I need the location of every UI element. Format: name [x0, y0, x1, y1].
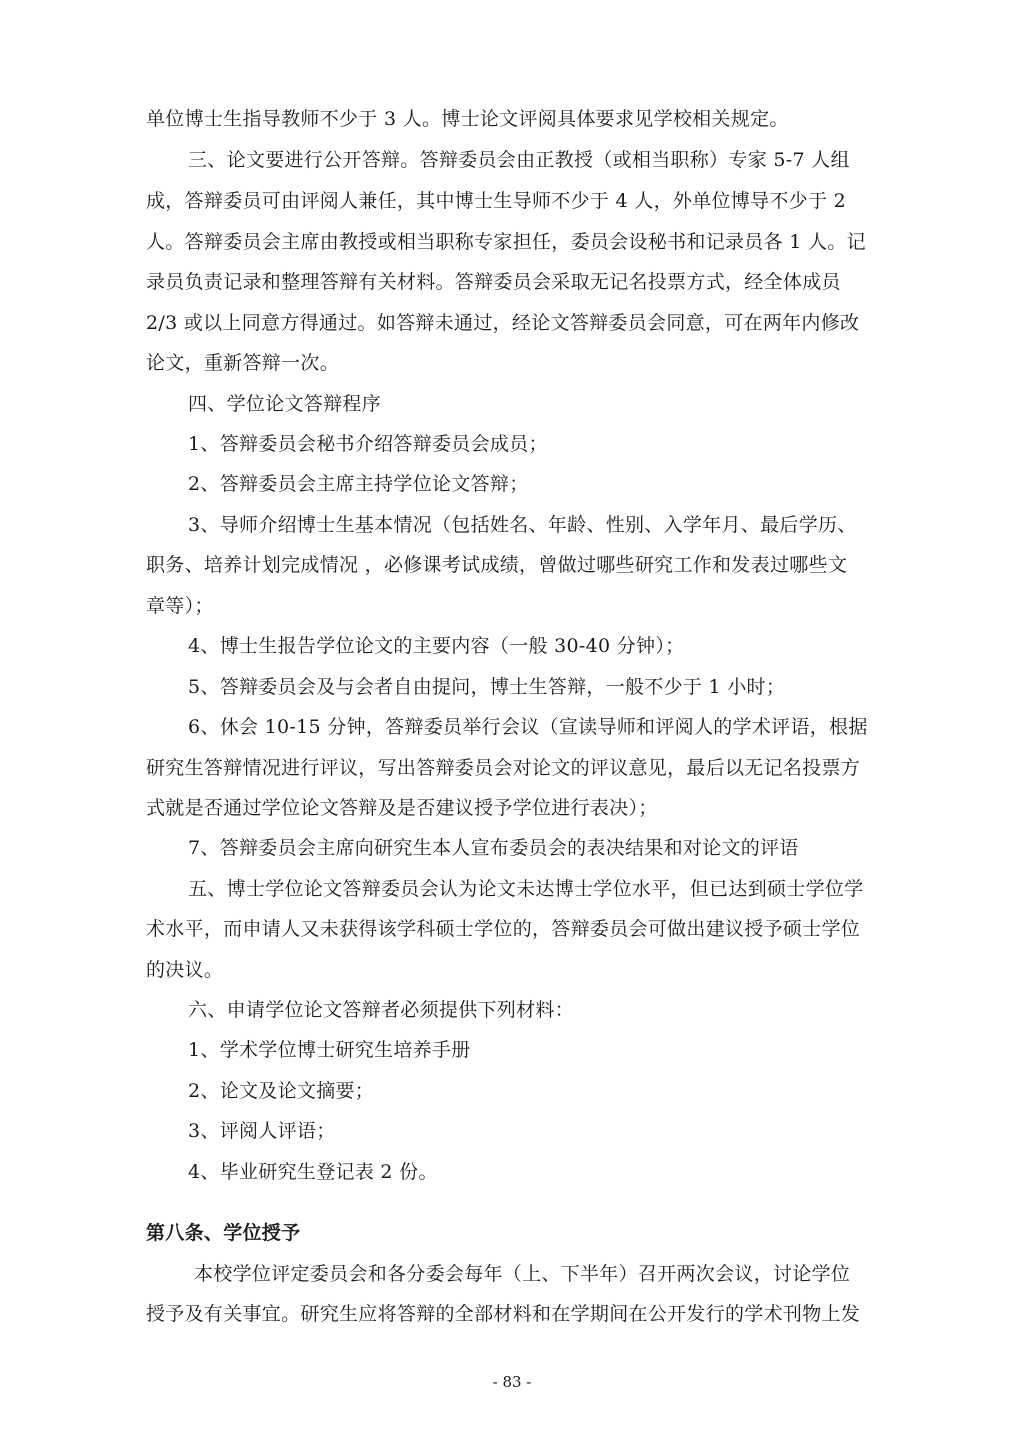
text-line: 7、答辩委员会主席向研究生本人宣布委员会的表决结果和对论文的评语: [188, 837, 799, 859]
page-number: - 83 -: [492, 1373, 532, 1391]
text-line: 章等）；: [146, 595, 214, 617]
text-line: 本校学位评定委员会和各分委会每年（上、下半年）召开两次会议，讨论学位: [194, 1263, 851, 1285]
text-line: 单位博士生指导教师不少于 3 人。博士论文评阅具体要求见学校相关规定。: [146, 108, 789, 130]
text-line: 职务、培养计划完成情况 ，必修课考试成绩，曾做过哪些研究工作和发表过哪些文: [146, 554, 848, 576]
text-line: 1、答辩委员会秘书介绍答辩委员会成员；: [188, 433, 548, 455]
text-line: 2/3 或以上同意方得通过。如答辩未通过，经论文答辩委员会同意，可在两年内修改: [146, 312, 860, 334]
text-line: 六、申请学位论文答辩者必须提供下列材料：: [188, 999, 575, 1021]
text-line: 2、答辩委员会主席主持学位论文答辩；: [188, 473, 529, 495]
text-line: 2、论文及论文摘要；: [188, 1080, 375, 1102]
text-line: 五、博士学位论文答辩委员会认为论文未达博士学位水平，但已达到硕士学位学: [188, 878, 864, 900]
text-line: 6、休会 10-15 分钟，答辩委员举行会议（宣读导师和评阅人的学术评语，根据: [188, 716, 868, 738]
text-line: 录员负责记录和整理答辩有关材料。答辩委员会采取无记名投票方式，经全体成员: [146, 271, 841, 293]
text-line: 4、毕业研究生登记表 2 份。: [188, 1161, 438, 1183]
text-line: 的决议。: [146, 959, 224, 981]
section-heading: 第八条、学位授予: [146, 1222, 301, 1244]
text-line: 授予及有关事宜。研究生应将答辩的全部材料和在学期间在公开发行的学术刊物上发: [146, 1303, 861, 1325]
text-line: 1、学术学位博士研究生培养手册: [188, 1039, 471, 1061]
text-line: 3、导师介绍博士生基本情况（包括姓名、年龄、性别、入学年月、最后学历、: [188, 514, 857, 536]
text-line: 研究生答辩情况进行评议，写出答辩委员会对论文的评议意见，最后以无记名投票方: [146, 757, 861, 779]
text-line: 3、评阅人评语；: [188, 1120, 336, 1142]
text-line: 三、论文要进行公开答辩。答辩委员会由正教授（或相当职称）专家 5-7 人组: [188, 149, 850, 171]
text-line: 四、学位论文答辩程序: [188, 393, 382, 415]
text-line: 论文，重新答辩一次。: [146, 352, 340, 374]
text-line: 式就是否通过学位论文答辩及是否建议授予学位进行表决）；: [146, 797, 658, 819]
text-line: 术水平，而申请人又未获得该学科硕士学位的，答辩委员会可做出建议授予硕士学位: [146, 918, 861, 940]
text-line: 4、博士生报告学位论文的主要内容（一般 30-40 分钟）；: [188, 635, 685, 657]
text-line: 人。答辩委员会主席由教授或相当职称专家担任，委员会设秘书和记录员各 1 人。记: [146, 231, 866, 253]
text-line: 5、答辩委员会及与会者自由提问，博士生答辩，一般不少于 1 小时；: [188, 676, 786, 698]
text-line: 成，答辩委员可由评阅人兼任，其中博士生导师不少于 4 人，外单位博导不少于 2: [146, 190, 846, 212]
